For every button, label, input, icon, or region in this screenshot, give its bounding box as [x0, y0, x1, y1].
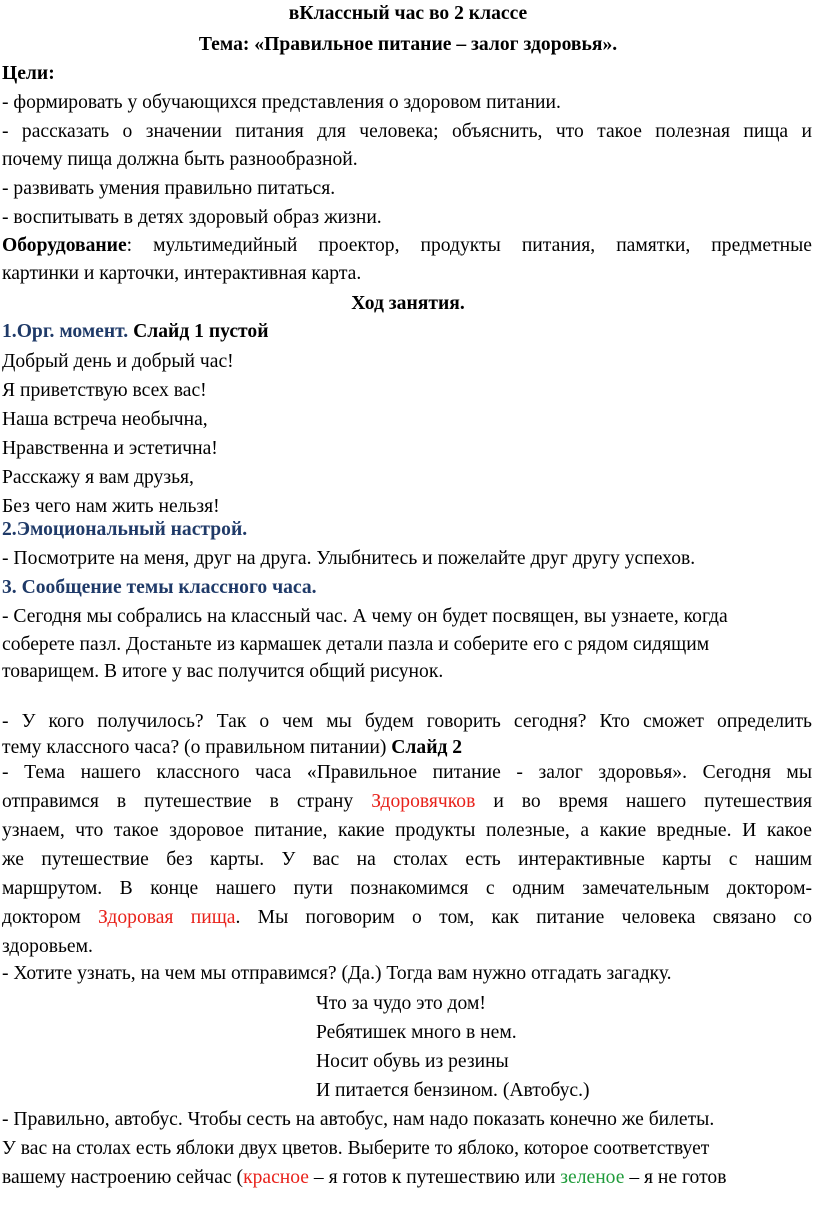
- slide-2-label: Слайд 2: [391, 737, 463, 758]
- riddle-line: Носит обувь из резины: [316, 1051, 509, 1072]
- paragraph-line: здоровьем.: [2, 936, 93, 957]
- paragraph-text: отправимся в путешествие в страну: [2, 791, 372, 812]
- paragraph-line: маршрутом. В конце нашего пути познакомимся с одним замечательным доктором-: [2, 878, 812, 899]
- goals-heading: Цели:: [2, 63, 55, 84]
- paragraph-line: [2, 736, 462, 760]
- paragraph-line: товарищем. В итоге у вас получится общий рисунок.: [2, 661, 444, 682]
- riddle-line: Ребятишек много в нем.: [316, 1022, 517, 1043]
- section2-heading: 2.Эмоциональный настрой.: [2, 519, 248, 540]
- paragraph-line: узнаем, что такое здоровое питание, какие продукты полезные, а какие вредные. И какое: [2, 820, 812, 841]
- section1-heading-line: [2, 320, 268, 344]
- paragraph-text: – я не готов: [624, 1167, 727, 1188]
- highlight-green-apple: зеленое: [560, 1167, 625, 1188]
- poem-line: Я приветствую всех вас!: [2, 380, 207, 401]
- equipment-line: [2, 234, 812, 258]
- paragraph-line: же путешествие без карты. У вас на столах есть интерактивные карты с нашим: [2, 849, 812, 870]
- poem-line: Нравственна и эстетична!: [2, 438, 218, 459]
- section1-heading: 1.Орг. момент.: [2, 321, 129, 342]
- equipment-text: : мультимедийный проектор, продукты питания, памятки, предметные: [126, 235, 812, 256]
- paragraph-line: - У кого получилось? Так о чем мы будем говорить сегодня? Кто сможет определить: [2, 711, 812, 732]
- paragraph-text: . Мы поговорим о том, как питание человека связано со: [235, 907, 812, 928]
- paragraph-line: - Тема нашего классного часа «Правильное питание - залог здоровья». Сегодня мы: [2, 762, 812, 783]
- equipment-text-continued: картинки и карточки, интерактивная карта.: [2, 263, 362, 284]
- paragraph-text: – я готов к путешествию или: [309, 1167, 561, 1188]
- paragraph-text: тему классного часа? (о правильном питании): [2, 737, 392, 758]
- progress-heading: Ход занятия.: [351, 293, 465, 314]
- equipment-label: Оборудование: [2, 235, 127, 256]
- poem-line: Без чего нам жить нельзя!: [2, 496, 220, 517]
- paragraph-text: доктором: [2, 907, 99, 928]
- paragraph-line: соберете пазл. Достаньте из кармашек детали пазла и соберите его с рядом сидящим: [2, 634, 710, 655]
- goal-item: - формировать у обучающихся представления о здоровом питании.: [2, 92, 561, 113]
- section2-text: - Посмотрите на меня, друг на друга. Улыбнитесь и пожелайте друг другу успехов.: [2, 548, 696, 569]
- riddle-line: И питается бензином. (Автобус.): [316, 1080, 590, 1101]
- document-title: вКлассный час во 2 классе: [288, 3, 528, 24]
- section1-slide: Слайд 1 пустой: [128, 321, 269, 342]
- section3-heading: 3. Сообщение темы классного часа.: [2, 577, 317, 598]
- paragraph-line: - Правильно, автобус. Чтобы сесть на автобус, нам надо показать конечно же билеты.: [2, 1109, 715, 1130]
- paragraph-line: [2, 790, 812, 814]
- paragraph-line: - Хотите узнать, на чем мы отправимся? (Да.) Тогда вам нужно отгадать загадку.: [2, 963, 672, 984]
- highlight-red-apple: красное: [243, 1167, 310, 1188]
- goal-item: - воспитывать в детях здоровый образ жизни.: [2, 207, 382, 228]
- highlight-country: Здоровячков: [371, 791, 476, 812]
- paragraph-text: и во время нашего путешествия: [475, 791, 812, 812]
- riddle-line: Что за чудо это дом!: [316, 993, 486, 1014]
- highlight-doctor: Здоровая пища: [98, 907, 236, 928]
- paragraph-line: У вас на столах есть яблоки двух цветов. Выберите то яблоко, которое соответствует: [2, 1138, 710, 1159]
- goal-item: - развивать умения правильно питаться.: [2, 178, 336, 199]
- paragraph-line: [2, 906, 812, 930]
- document-topic: Тема: «Правильное питание – залог здоровья».: [198, 34, 618, 55]
- paragraph-line: [2, 1166, 726, 1190]
- paragraph-line: - Сегодня мы собрались на классный час. А чему он будет посвящен, вы узнаете, когда: [2, 606, 728, 627]
- poem-line: Добрый день и добрый час!: [2, 351, 234, 372]
- goal-item: почему пища должна быть разнообразной.: [2, 149, 358, 170]
- poem-line: Расскажу я вам друзья,: [2, 467, 194, 488]
- paragraph-text: вашему настроению сейчас (: [2, 1167, 244, 1188]
- goal-item: - рассказать о значении питания для человека; объяснить, что такое полезная пища и: [2, 121, 812, 142]
- poem-line: Наша встреча необычна,: [2, 409, 208, 430]
